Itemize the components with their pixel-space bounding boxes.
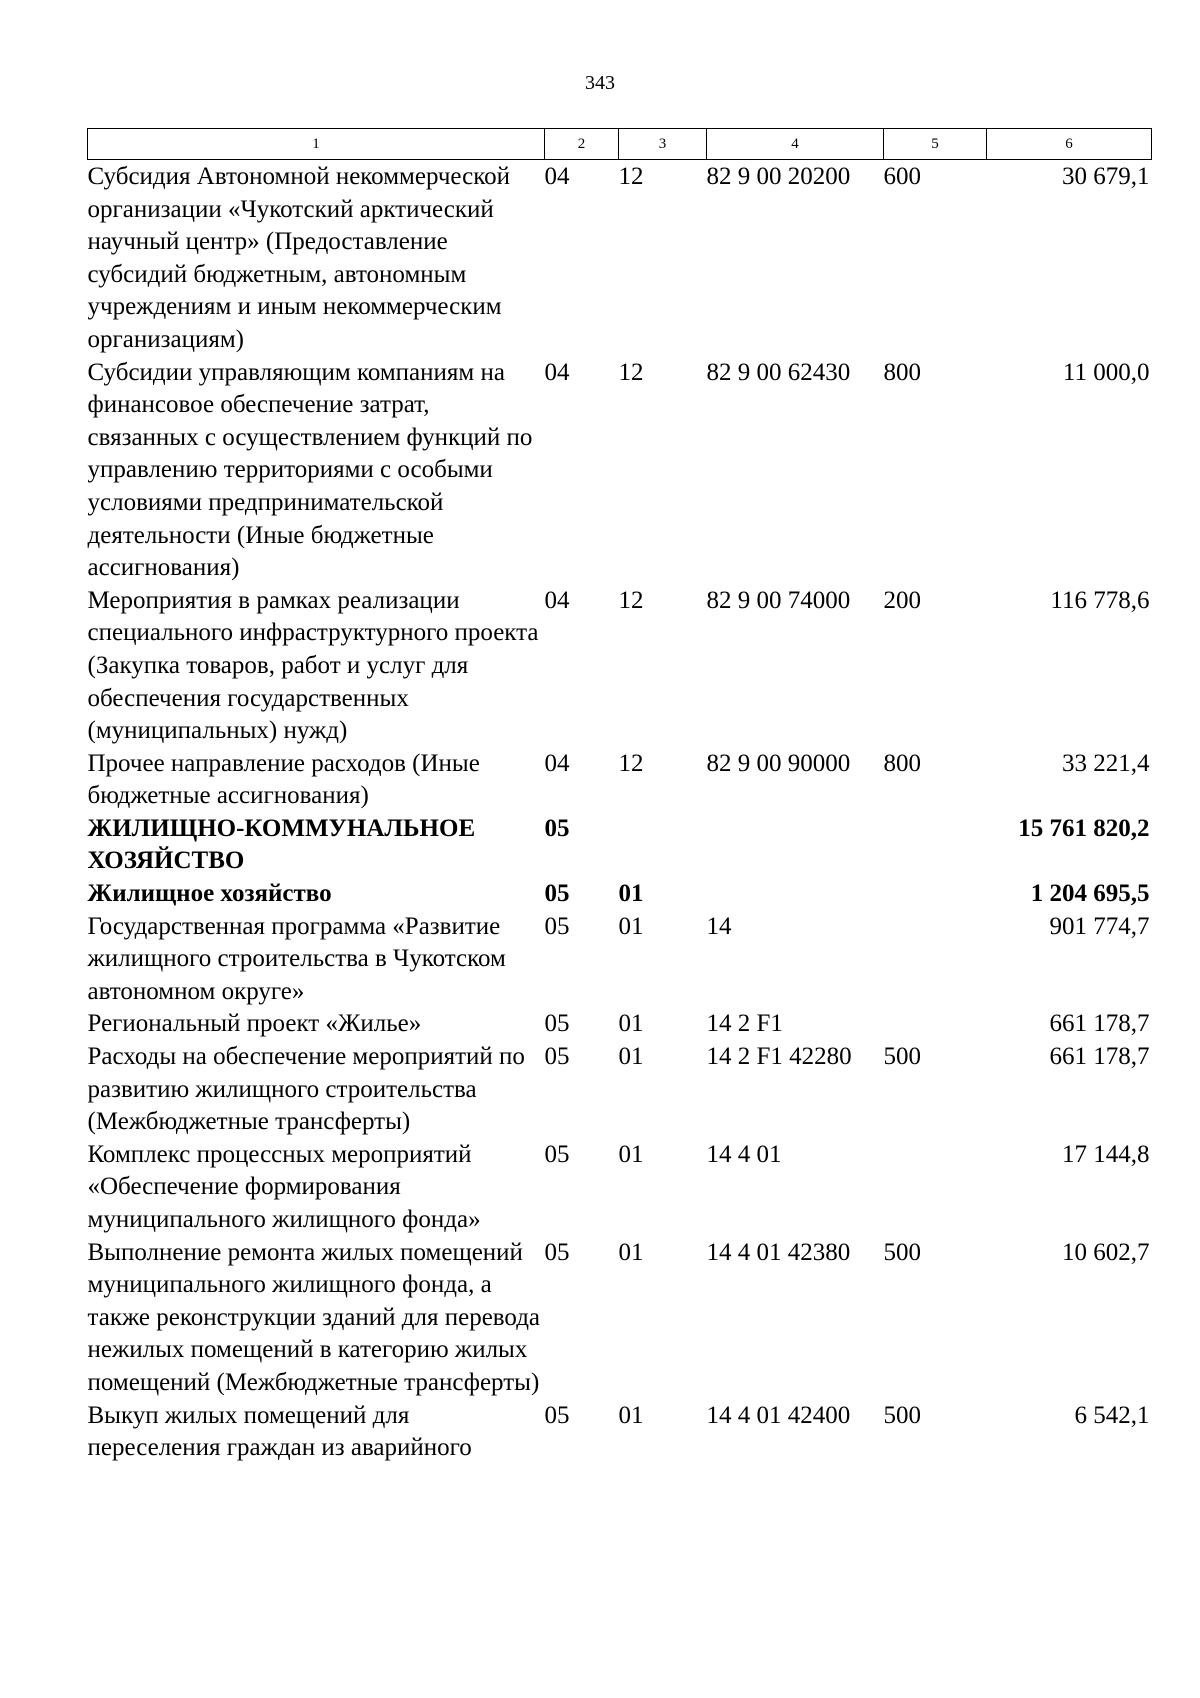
table-row [88,878,1152,911]
row-amount: 901 774,7 [1049,912,1150,940]
column-header: 4 [707,129,884,160]
row-expense-type: 500 [883,1043,921,1071]
row-subsection: 01 [618,912,644,940]
row-name: Мероприятия в рамках реализации специального инфраструктурного проекта (Закупка товаров, работ и услуг для обеспечения государственных (муниципальных) нужд) [87,586,539,745]
row-target-article: 14 [706,912,732,940]
row-section: 05 [544,1238,570,1266]
row-amount: 1 204 695,5 [1030,880,1150,908]
row-section: 04 [544,586,570,614]
row-subsection: 12 [618,586,644,614]
row-amount: 10 602,7 [1062,1238,1150,1266]
table-row [88,911,1152,1009]
row-subsection: 01 [618,1043,644,1071]
row-amount: 33 221,4 [1062,749,1150,777]
row-amount: 661 178,7 [1049,1010,1150,1038]
table-row [88,1237,1152,1400]
row-name: Комплекс процессных мероприятий «Обеспечение формирования муниципального жилищного фонда» [87,1140,481,1233]
column-header: 1 [88,129,545,160]
row-section: 04 [544,749,570,777]
row-subsection: 12 [618,749,644,777]
row-target-article [707,813,884,878]
row-subsection: 01 [618,1010,644,1038]
row-amount: 661 178,7 [1049,1043,1150,1071]
row-section: 05 [544,880,570,908]
row-target-article: 82 9 00 62430 [706,358,851,386]
row-name: ЖИЛИЩНО-КОММУНАЛЬНОЕ ХОЗЯЙСТВО [87,814,476,875]
row-name: Субсидии управляющим компаниям на финансовое обеспечение затрат, связанных с осуществлением функций по управлению территориями с особыми условиями предпринимательской деятельности (Иные бюджетные ассигнования) [87,358,533,582]
table-row [88,1008,1152,1041]
budget-table [87,128,1152,1465]
row-subsection: 01 [618,1140,644,1168]
row-amount: 11 000,0 [1062,358,1150,386]
row-subsection: 12 [618,163,644,190]
row-expense-type: 800 [883,749,921,777]
row-expense-type: 200 [883,586,921,614]
row-name: Региональный проект «Жилье» [87,1010,422,1038]
table-row [88,813,1152,878]
row-amount: 17 144,8 [1062,1140,1150,1168]
row-expense-type: 800 [883,358,921,386]
row-amount: 116 778,6 [1050,586,1150,614]
row-target-article: 82 9 00 90000 [706,749,851,777]
row-name: Жилищное хозяйство [87,880,332,908]
row-expense-type [884,813,987,878]
row-section: 05 [544,1140,570,1168]
table-row [88,160,1152,357]
row-target-article [707,878,884,911]
column-header: 6 [987,129,1152,160]
row-target-article: 82 9 00 74000 [706,586,851,614]
row-amount: 6 542,1 [1074,1401,1150,1429]
row-expense-type [884,878,987,911]
row-subsection: 12 [618,358,644,386]
row-section: 04 [544,163,570,190]
table-row [88,1139,1152,1237]
row-expense-type [884,1008,987,1041]
row-amount: 15 761 820,2 [1018,814,1150,842]
header-row [88,129,1152,160]
row-expense-type: 500 [883,1401,921,1429]
row-name: Выполнение ремонта жилых помещений муниципального жилищного фонда, а также реконструкции зданий для перевода нежилых помещений в категорию жилых помещений (Межбюджетные трансферты) [87,1238,541,1396]
row-expense-type: 600 [883,163,921,190]
table-row [88,748,1152,813]
table-row [88,585,1152,748]
row-section: 04 [544,358,570,386]
row-target-article: 14 4 01 [706,1140,782,1168]
row-target-article: 14 2 F1 42280 [706,1043,852,1071]
row-section: 05 [544,1043,570,1071]
row-target-article: 14 4 01 42400 [706,1401,851,1429]
row-section: 05 [544,1010,570,1038]
row-subsection [619,813,707,878]
row-name: Субсидия Автономной некоммерческой организации «Чукотский арктический научный центр» (Предоставление субсидий бюджетным, автономным учреждениям и иным некоммерческим организациям) [87,163,510,353]
row-subsection: 01 [618,880,644,908]
row-expense-type [884,1139,987,1237]
row-target-article: 82 9 00 20200 [706,163,851,190]
row-target-article: 14 4 01 42380 [706,1238,851,1266]
table-header [88,129,1152,160]
table-body [88,160,1152,1465]
column-header: 2 [545,129,619,160]
row-name: Прочее направление расходов (Иные бюджетные ассигнования) [87,749,480,810]
table-row [88,1041,1152,1139]
row-section: 05 [544,1401,570,1429]
row-subsection: 01 [618,1238,644,1266]
row-target-article: 14 2 F1 [706,1010,783,1038]
column-header: 3 [619,129,707,160]
row-section: 05 [544,912,570,940]
table-row [88,357,1152,585]
row-subsection: 01 [618,1401,644,1429]
row-name: Выкуп жилых помещений для переселения граждан из аварийного [87,1401,472,1462]
column-header: 5 [884,129,987,160]
row-name: Государственная программа «Развитие жилищного строительства в Чукотском автономном округе» [87,912,506,1005]
row-expense-type [884,911,987,1009]
row-section: 05 [544,814,570,842]
row-amount: 30 679,1 [1062,163,1150,190]
page-number: 343 [585,72,615,94]
table-row [88,1400,1152,1465]
row-expense-type: 500 [883,1238,921,1266]
row-name: Расходы на обеспечение мероприятий по развитию жилищного строительства (Межбюджетные трансферты) [87,1043,525,1136]
